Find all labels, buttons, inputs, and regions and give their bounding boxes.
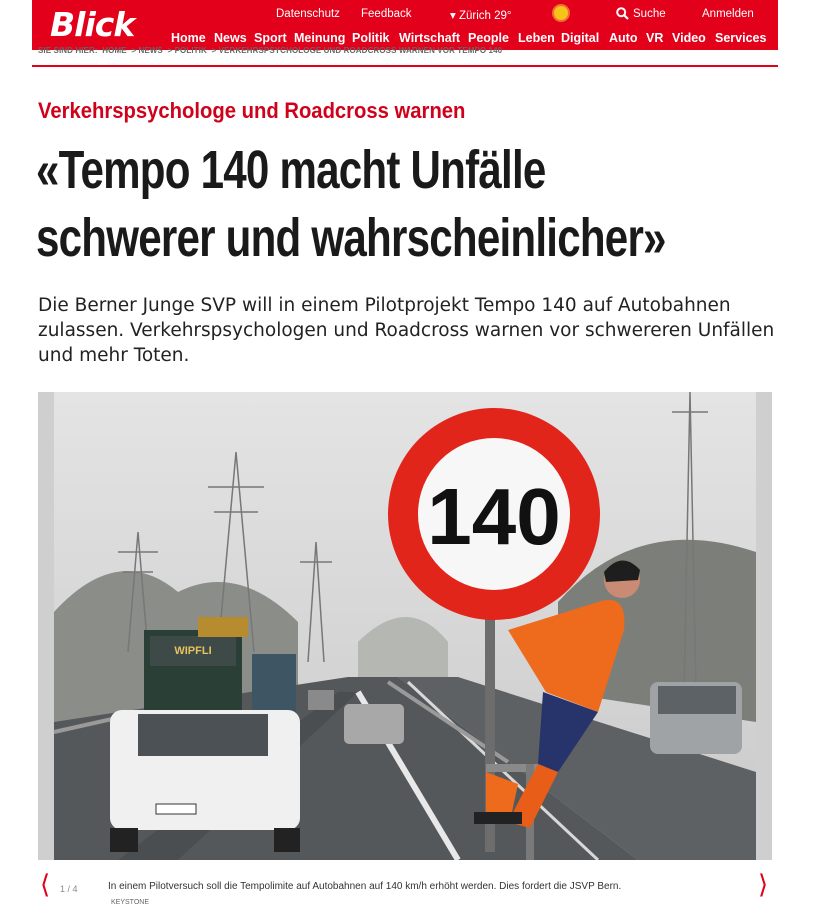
photo-caption: In einem Pilotversuch soll die Tempolimite auf Autobahnen auf 140 km/h erhöht werden. Dies fordert die JSVP Bern. [108, 881, 622, 892]
breadcrumb-current: VERKEHRSPSYCHOLOGE UND ROADCROSS WARNEN VOR TEMPO 140 [218, 46, 503, 55]
nav-home[interactable]: Home [171, 31, 206, 45]
nav-news[interactable]: News [214, 31, 247, 45]
nav-leben[interactable]: Leben [518, 31, 555, 45]
gallery-photo[interactable] [38, 392, 772, 860]
article-headline [36, 136, 666, 272]
breadcrumb: SIE SIND HIER: HOME > NEWS > POLITIK > VERKEHRSPSYCHOLOGE UND ROADCROSS WARNEN VOR TEMPO 140 [38, 46, 503, 55]
nav-auto[interactable]: Auto [609, 31, 638, 45]
blick-logo[interactable]: Blick [50, 5, 135, 44]
nav-wirtschaft[interactable]: Wirtschaft [399, 31, 461, 45]
nav-vr[interactable]: VR [646, 31, 664, 45]
gallery-counter: 1 / 4 [60, 884, 78, 894]
privacy-link[interactable]: Datenschutz [276, 8, 340, 20]
sun-icon [554, 6, 568, 20]
photo-credit: KEYSTONE [111, 899, 149, 906]
nav-services[interactable]: Services [715, 31, 767, 45]
breadcrumb-politik[interactable]: POLITIK [174, 46, 207, 55]
headline-line-1: «Tempo 140 macht Unfälle [36, 140, 546, 200]
nav-sport[interactable]: Sport [254, 31, 287, 45]
nav-people[interactable]: People [468, 31, 509, 45]
nav-meinung[interactable]: Meinung [294, 31, 346, 45]
breadcrumb-news[interactable]: NEWS [138, 46, 163, 55]
search-icon[interactable] [616, 7, 629, 20]
breadcrumb-home[interactable]: HOME [102, 46, 127, 55]
chevron-right-icon[interactable]: ⟩ [758, 870, 769, 900]
headline-line-2: schwerer und wahrscheinlicher» [36, 208, 666, 268]
truck-label: WIPFLI [174, 645, 212, 657]
weather-widget[interactable]: ▾ Zürich 29° [450, 10, 512, 22]
login-link[interactable]: Anmelden [702, 8, 754, 20]
breadcrumb-prefix: SIE SIND HIER: [38, 46, 98, 55]
site-header [32, 0, 778, 50]
speed-sign-label: 140 [427, 472, 561, 561]
nav-digital[interactable]: Digital [561, 31, 600, 45]
article-lead: Die Berner Junge SVP will in einem Pilotprojekt Tempo 140 auf Autobahnen zulassen. Verkehrspsychologen und Roadcross warnen vor schwereren Unfällen und mehr Toten. [38, 295, 775, 366]
article-kicker: Verkehrspsychologe und Roadcross warnen [38, 98, 466, 123]
feedback-link[interactable]: Feedback [361, 8, 412, 20]
nav-politik[interactable]: Politik [352, 31, 390, 45]
chevron-left-icon[interactable]: ⟨ [40, 870, 51, 900]
search-link[interactable]: Suche [633, 8, 666, 20]
breadcrumb-divider [32, 65, 778, 67]
nav-video[interactable]: Video [672, 31, 706, 45]
